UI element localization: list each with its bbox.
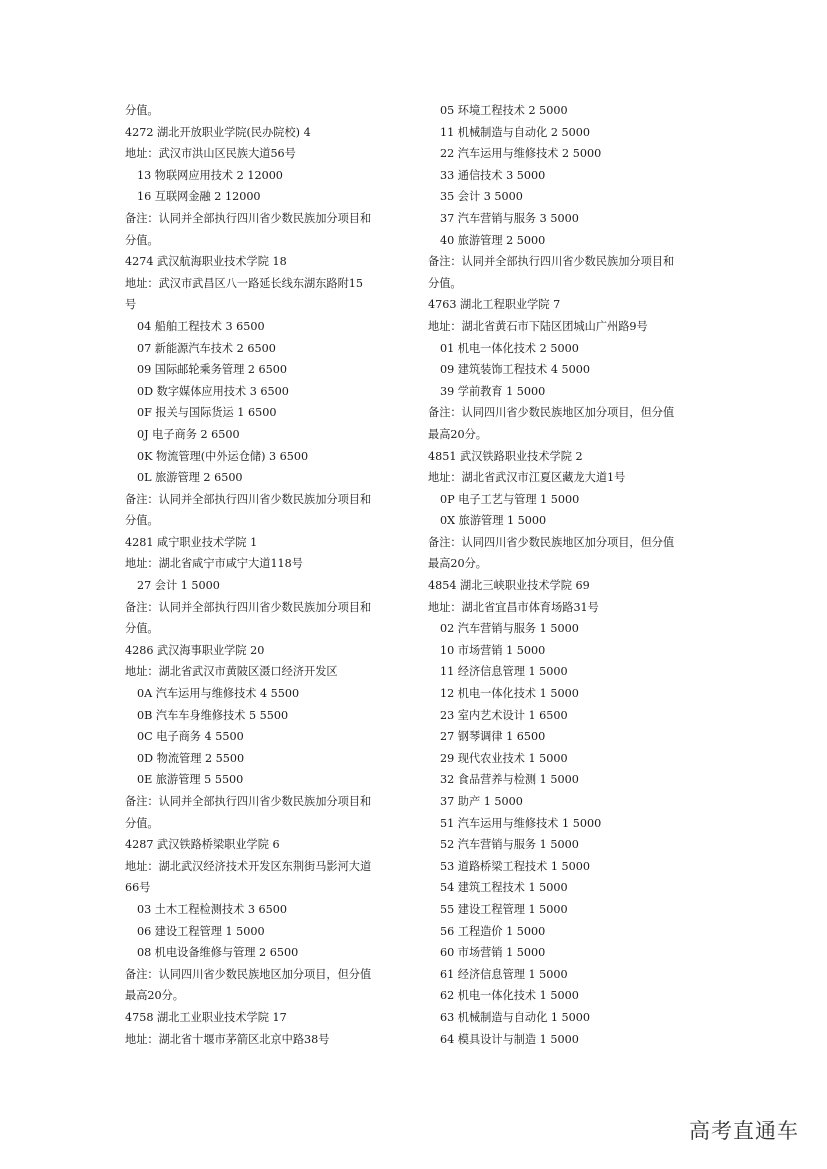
major-entry-line: 27 钢琴调律 1 6500: [440, 730, 546, 744]
text-line: 地址：湖北省黄石市下陆区团城山广州路9号: [428, 319, 648, 333]
text-line: 分值。: [125, 233, 159, 247]
major-entry-line: 0J 电子商务 2 6500: [137, 427, 240, 441]
text-line: 4851 武汉铁路职业技术学院 2: [428, 449, 583, 463]
major-entry-line: 12 机电一体化技术 1 5000: [440, 687, 579, 701]
major-entry-line: 08 机电设备维修与管理 2 6500: [137, 946, 299, 960]
major-entry-line: 27 会计 1 5000: [137, 579, 220, 593]
text-line: 备注：认同并全部执行四川省少数民族加分项目和: [428, 255, 675, 269]
text-line: 4272 湖北开放职业学院(民办院校) 4: [125, 125, 311, 139]
text-line: 地址：湖北武汉经济技术开发区东荆街马影河大道: [125, 859, 372, 873]
text-line: 备注：认同四川省少数民族地区加分项目，但分值: [428, 406, 675, 420]
major-entry-line: 62 机电一体化技术 1 5000: [440, 989, 579, 1003]
major-entry-line: 40 旅游管理 2 5000: [440, 233, 546, 247]
text-line: 分值。: [125, 622, 159, 636]
text-line: 4758 湖北工业职业技术学院 17: [125, 1010, 287, 1024]
major-entry-line: 0F 报关与国际货运 1 6500: [137, 406, 277, 420]
major-entry-line: 0P 电子工艺与管理 1 5000: [440, 492, 580, 506]
major-entry-line: 22 汽车运用与维修技术 2 5000: [440, 147, 602, 161]
major-entry-line: 35 会计 3 5000: [440, 190, 523, 204]
major-entry-line: 60 市场营销 1 5000: [440, 946, 546, 960]
text-line: 分值。: [125, 816, 159, 830]
major-entry-line: 0D 数字媒体应用技术 3 6500: [137, 384, 289, 398]
major-entry-line: 32 食品营养与检测 1 5000: [440, 773, 579, 787]
major-entry-line: 52 汽车营销与服务 1 5000: [440, 838, 579, 852]
text-line: 地址：湖北省十堰市茅箭区北京中路38号: [125, 1032, 330, 1046]
major-entry-line: 02 汽车营销与服务 1 5000: [440, 622, 579, 636]
major-entry-line: 11 经济信息管理 1 5000: [440, 665, 568, 679]
text-line: 地址：武汉市武昌区八一路延长线东湖东路附15: [125, 276, 363, 290]
major-entry-line: 51 汽车运用与维修技术 1 5000: [440, 816, 602, 830]
major-entry-line: 0L 旅游管理 2 6500: [137, 471, 243, 485]
major-entry-line: 01 机电一体化技术 2 5000: [440, 341, 579, 355]
major-entry-line: 37 汽车营销与服务 3 5000: [440, 211, 579, 225]
text-line: 4287 武汉铁路桥梁职业学院 6: [125, 838, 280, 852]
text-line: 4286 武汉海事职业学院 20: [125, 643, 265, 657]
watermark-text: 高考直通车: [689, 1119, 799, 1143]
major-entry-line: 11 机械制造与自动化 2 5000: [440, 125, 590, 139]
text-line: 最高20分。: [428, 557, 487, 571]
right-column: [428, 100, 708, 1050]
major-entry-line: 0D 物流管理 2 5500: [137, 751, 245, 765]
major-entry-line: 16 互联网金融 2 12000: [137, 190, 261, 204]
text-line: 最高20分。: [125, 989, 184, 1003]
major-entry-line: 29 现代农业技术 1 5000: [440, 751, 568, 765]
major-entry-line: 33 通信技术 3 5000: [440, 168, 546, 182]
text-line: 地址：武汉市洪山区民族大道56号: [125, 147, 296, 161]
major-entry-line: 0K 物流管理(中外运仓储) 3 6500: [137, 449, 309, 463]
major-entry-line: 37 助产 1 5000: [440, 795, 523, 808]
major-entry-line: 06 建设工程管理 1 5000: [137, 924, 265, 938]
major-entry-line: 07 新能源汽车技术 2 6500: [137, 341, 276, 355]
major-entry-line: 0A 汽车运用与维修技术 4 5500: [137, 687, 300, 701]
major-entry-line: 56 工程造价 1 5000: [440, 924, 546, 938]
text-line: 地址：湖北省咸宁市咸宁大道118号: [125, 557, 303, 571]
text-line: 分值。: [125, 514, 159, 528]
text-line: 备注：认同并全部执行四川省少数民族加分项目和: [125, 600, 372, 614]
major-entry-line: 04 船舶工程技术 3 6500: [137, 319, 265, 333]
major-entry-line: 61 经济信息管理 1 5000: [440, 967, 568, 981]
major-entry-line: 64 模具设计与制造 1 5000: [440, 1032, 579, 1046]
text-line: 地址：湖北省武汉市江夏区藏龙大道1号: [428, 471, 626, 485]
text-line: 备注：认同并全部执行四川省少数民族加分项目和: [125, 211, 372, 225]
text-line: 最高20分。: [428, 427, 487, 441]
major-entry-line: 09 建筑装饰工程技术 4 5000: [440, 363, 590, 377]
major-entry-line: 39 学前教育 1 5000: [440, 384, 546, 398]
text-line: 备注：认同并全部执行四川省少数民族加分项目和: [125, 795, 372, 808]
text-line: 号: [125, 298, 137, 312]
text-line: 4274 武汉航海职业技术学院 18: [125, 255, 287, 269]
text-line: 地址：湖北省宜昌市体育场路31号: [428, 600, 599, 614]
text-line: 4763 湖北工程职业学院 7: [428, 298, 561, 312]
left-column: [125, 100, 405, 1050]
text-line: 地址：湖北省武汉市黄陂区滠口经济开发区: [125, 665, 338, 679]
major-entry-line: 09 国际邮轮乘务管理 2 6500: [137, 363, 287, 377]
major-entry-line: 23 室内艺术设计 1 6500: [440, 708, 568, 722]
major-entry-line: 54 建筑工程技术 1 5000: [440, 881, 568, 895]
major-entry-line: 0E 旅游管理 5 5500: [137, 773, 244, 787]
major-entry-line: 05 环境工程技术 2 5000: [440, 104, 568, 117]
major-entry-line: 10 市场营销 1 5000: [440, 643, 546, 657]
text-line: 分值。: [428, 276, 462, 290]
text-line: 4281 咸宁职业技术学院 1: [125, 535, 258, 549]
major-entry-line: 03 土木工程检测技术 3 6500: [137, 902, 287, 916]
text-line: 4854 湖北三峡职业技术学院 69: [428, 579, 590, 593]
major-entry-line: 53 道路桥梁工程技术 1 5000: [440, 859, 590, 873]
major-entry-line: 0C 电子商务 4 5500: [137, 730, 244, 744]
text-line: 备注：认同并全部执行四川省少数民族加分项目和: [125, 492, 372, 506]
major-entry-line: 55 建设工程管理 1 5000: [440, 902, 568, 916]
major-entry-line: 0X 旅游管理 1 5000: [440, 514, 547, 528]
major-entry-line: 63 机械制造与自动化 1 5000: [440, 1010, 590, 1024]
major-entry-line: 0B 汽车车身维修技术 5 5500: [137, 708, 289, 722]
text-line: 备注：认同四川省少数民族地区加分项目，但分值: [428, 535, 675, 549]
major-entry-line: 13 物联网应用技术 2 12000: [137, 168, 283, 182]
text-line: 备注：认同四川省少数民族地区加分项目，但分值: [125, 967, 372, 981]
text-line: 66号: [125, 881, 151, 895]
text-line: 分值。: [125, 104, 159, 117]
